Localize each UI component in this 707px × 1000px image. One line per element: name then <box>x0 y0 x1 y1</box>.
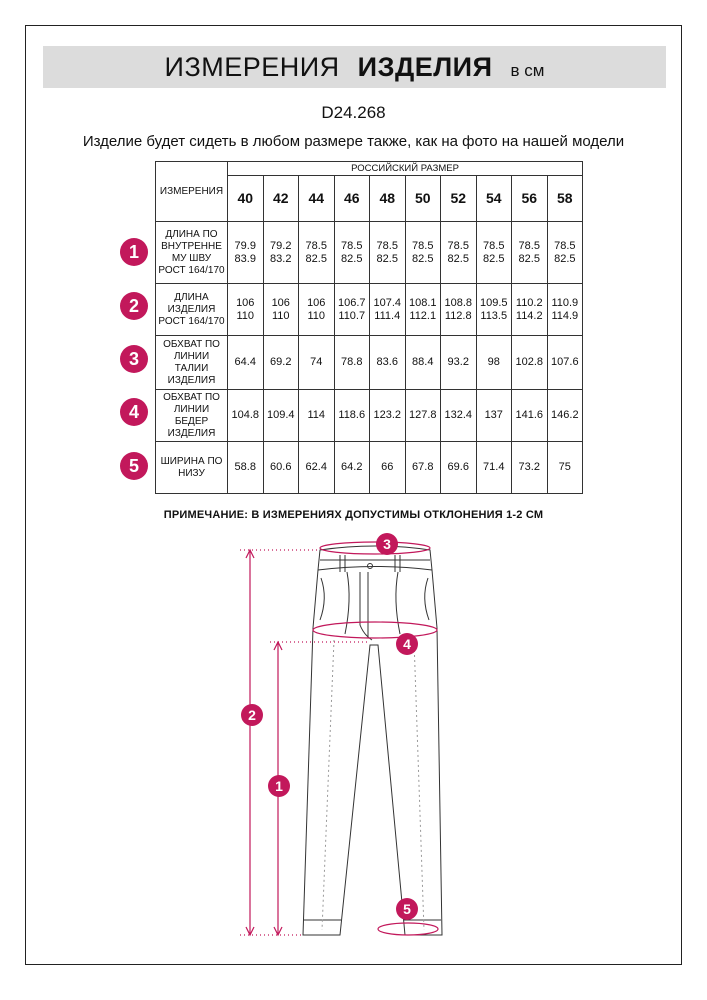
row-label-line: ВНУТРЕННЕ <box>161 240 222 252</box>
row-label <box>156 222 228 284</box>
value-cell <box>228 390 264 442</box>
row-label-line: МУ ШВУ <box>171 252 212 264</box>
value-line: 64.4 <box>234 356 256 368</box>
trousers-diagram <box>0 530 707 950</box>
value-cell <box>263 390 299 442</box>
value-line: 110.9 <box>551 296 579 309</box>
value-line: 123.2 <box>373 409 402 421</box>
value-cell <box>512 336 548 390</box>
value-cell <box>370 442 406 494</box>
size-header-cell: 48 <box>370 176 406 222</box>
value-line: 127.8 <box>408 409 437 421</box>
hem-measure-ellipse <box>378 923 438 935</box>
row-label-line: ДЛИНА <box>174 291 209 303</box>
value-cell <box>228 336 264 390</box>
value-cell <box>334 284 370 336</box>
value-line: 62.4 <box>305 461 327 473</box>
value-line: 112.8 <box>444 309 472 322</box>
title-part-2: ИЗДЕЛИЯ <box>357 52 493 82</box>
value-line: 108.8 <box>444 296 473 309</box>
value-cell <box>334 336 370 390</box>
value-cell <box>547 390 583 442</box>
row-label-line: БЕДЕР <box>174 415 209 427</box>
value-line: 132.4 <box>444 409 473 421</box>
row-number-badge: 1 <box>120 238 148 266</box>
value-cell <box>547 284 583 336</box>
diagram-marker-length: 2 <box>241 704 263 726</box>
value-cell <box>263 222 299 284</box>
table-row <box>156 390 583 442</box>
value-line: 109.4 <box>266 409 295 421</box>
row-label-line: ЛИНИИ <box>173 350 210 362</box>
value-cell <box>263 284 299 336</box>
value-line: 106 <box>271 296 290 309</box>
value-line: 93.2 <box>447 356 469 368</box>
table-group-label: РОССИЙСКИЙ РАЗМЕР <box>228 162 583 176</box>
size-header-cell: 50 <box>405 176 441 222</box>
value-cell <box>476 390 512 442</box>
value-cell <box>370 390 406 442</box>
row-label-line: ДЛИНА ПО <box>165 228 218 240</box>
value-line: 82.5 <box>341 252 363 265</box>
row-label-line: ТАЛИИ <box>174 362 209 374</box>
value-line: 69.2 <box>270 356 292 368</box>
value-line: 78.5 <box>376 239 398 252</box>
value-line: 67.8 <box>412 461 434 473</box>
value-cell <box>299 442 335 494</box>
value-cell <box>263 336 299 390</box>
value-line: 78.5 <box>447 239 469 252</box>
value-line: 106 <box>307 296 326 309</box>
value-cell <box>405 222 441 284</box>
value-line: 146.2 <box>551 409 579 421</box>
size-header-cell: 58 <box>547 176 583 222</box>
value-cell <box>476 336 512 390</box>
value-line: 88.4 <box>412 356 434 368</box>
value-line: 78.5 <box>305 239 327 252</box>
value-cell <box>441 222 477 284</box>
value-cell <box>334 222 370 284</box>
value-cell <box>228 222 264 284</box>
value-cell <box>299 222 335 284</box>
row-label-line: ШИРИНА ПО <box>160 455 223 467</box>
row-number-badge: 3 <box>120 345 148 373</box>
value-line: 78.5 <box>554 239 576 252</box>
value-line: 66 <box>381 461 394 473</box>
value-line: 112.1 <box>409 309 437 322</box>
row-label-line: ОБХВАТ ПО <box>163 338 220 350</box>
size-header-cell: 40 <box>228 176 264 222</box>
table-row <box>156 442 583 494</box>
size-header-cell: 56 <box>512 176 548 222</box>
value-line: 114.2 <box>515 309 543 322</box>
page-title <box>43 46 666 88</box>
value-cell <box>370 222 406 284</box>
value-cell <box>228 284 264 336</box>
row-number-badge: 5 <box>120 452 148 480</box>
value-line: 137 <box>484 409 503 421</box>
value-line: 110 <box>271 309 290 322</box>
row-label <box>156 336 228 390</box>
value-line: 73.2 <box>518 461 540 473</box>
row-label-line: ИЗДЕЛИЯ <box>167 303 216 315</box>
value-line: 111.4 <box>374 309 401 322</box>
diagram-marker-hips: 4 <box>396 633 418 655</box>
value-cell <box>299 390 335 442</box>
row-label-line: ЛИНИИ <box>173 403 210 415</box>
row-label-line: ИЗДЕЛИЯ <box>167 374 216 386</box>
value-line: 110.2 <box>515 296 543 309</box>
value-cell <box>299 284 335 336</box>
value-line: 74 <box>310 356 323 368</box>
value-cell <box>512 284 548 336</box>
value-line: 110 <box>307 309 326 322</box>
value-cell <box>263 442 299 494</box>
value-cell <box>441 336 477 390</box>
value-cell <box>476 284 512 336</box>
value-line: 110.7 <box>338 309 366 322</box>
size-table <box>155 161 583 494</box>
value-line: 98 <box>487 356 500 368</box>
value-line: 78.5 <box>341 239 363 252</box>
value-cell <box>334 390 370 442</box>
size-header-cell: 42 <box>263 176 299 222</box>
row-number-badge: 2 <box>120 292 148 320</box>
row-label-line: ИЗДЕЛИЯ <box>167 427 216 439</box>
value-line: 106 <box>236 296 255 309</box>
value-cell <box>370 336 406 390</box>
value-cell <box>547 336 583 390</box>
value-line: 83.6 <box>376 356 398 368</box>
value-line: 82.5 <box>554 252 576 265</box>
value-line: 78.5 <box>483 239 505 252</box>
value-line: 108.1 <box>408 296 437 309</box>
size-header-cell: 44 <box>299 176 335 222</box>
row-label <box>156 390 228 442</box>
value-line: 82.5 <box>483 252 505 265</box>
table-row <box>156 222 583 284</box>
tolerance-remark: ПРИМЕЧАНИЕ: В ИЗМЕРЕНИЯХ ДОПУСТИМЫ ОТКЛОНЕНИЯ 1-2 СМ <box>163 509 544 521</box>
value-line: 114.9 <box>551 309 579 322</box>
value-line: 107.6 <box>551 356 579 368</box>
size-header-cell: 52 <box>441 176 477 222</box>
row-label <box>156 284 228 336</box>
fit-note: Изделие будет сидеть в любом размере также, как на фото на нашей модели <box>82 133 625 150</box>
value-cell <box>299 336 335 390</box>
value-line: 114 <box>307 409 326 421</box>
value-line: 82.5 <box>518 252 540 265</box>
value-cell <box>405 390 441 442</box>
value-cell <box>441 284 477 336</box>
value-line: 106.7 <box>337 296 366 309</box>
table-row <box>156 284 583 336</box>
value-line: 75 <box>558 461 571 473</box>
row-label-line: РОСТ 164/170 <box>158 264 225 276</box>
value-cell <box>512 442 548 494</box>
row-label-line: НИЗУ <box>178 467 205 479</box>
value-cell <box>228 442 264 494</box>
value-line: 64.2 <box>341 461 363 473</box>
value-cell <box>512 390 548 442</box>
table-corner-label: ИЗМЕРЕНИЯ <box>156 162 228 222</box>
value-line: 102.8 <box>515 356 544 368</box>
value-cell <box>405 336 441 390</box>
value-line: 113.5 <box>480 309 508 322</box>
value-line: 78.8 <box>341 356 363 368</box>
row-number-badge: 4 <box>120 398 148 426</box>
value-line: 118.6 <box>338 409 366 421</box>
value-line: 141.6 <box>515 409 544 421</box>
value-cell <box>547 222 583 284</box>
title-part-1: ИЗМЕРЕНИЯ <box>164 52 340 82</box>
value-cell <box>512 222 548 284</box>
value-line: 107.4 <box>373 296 402 309</box>
product-code: D24.268 <box>321 103 386 122</box>
diagram-marker-inseam: 1 <box>268 775 290 797</box>
diagram-marker-waist: 3 <box>376 533 398 555</box>
value-cell <box>547 442 583 494</box>
value-line: 83.2 <box>270 252 292 265</box>
value-line: 109.5 <box>479 296 508 309</box>
value-cell <box>334 442 370 494</box>
value-line: 79.2 <box>270 239 292 252</box>
value-line: 82.5 <box>412 252 434 265</box>
value-line: 58.8 <box>234 461 256 473</box>
value-line: 69.6 <box>447 461 469 473</box>
value-line: 79.9 <box>234 239 256 252</box>
value-line: 78.5 <box>412 239 434 252</box>
row-label-line: РОСТ 164/170 <box>158 315 225 327</box>
value-line: 82.5 <box>447 252 469 265</box>
hips-measure-ellipse <box>313 622 437 638</box>
value-cell <box>441 442 477 494</box>
value-cell <box>405 284 441 336</box>
value-line: 71.4 <box>483 461 505 473</box>
value-line: 104.8 <box>231 409 260 421</box>
value-cell <box>476 442 512 494</box>
value-line: 60.6 <box>270 461 292 473</box>
value-cell <box>370 284 406 336</box>
value-cell <box>476 222 512 284</box>
title-unit: в см <box>510 61 545 80</box>
value-line: 83.9 <box>234 252 256 265</box>
size-header-cell: 54 <box>476 176 512 222</box>
table-row <box>156 336 583 390</box>
value-line: 82.5 <box>305 252 327 265</box>
row-label-line: ОБХВАТ ПО <box>163 391 220 403</box>
value-cell <box>441 390 477 442</box>
size-header-cell: 46 <box>334 176 370 222</box>
value-line: 78.5 <box>518 239 540 252</box>
value-cell <box>405 442 441 494</box>
row-label <box>156 442 228 494</box>
value-line: 82.5 <box>376 252 398 265</box>
diagram-marker-hem: 5 <box>396 898 418 920</box>
value-line: 110 <box>236 309 255 322</box>
